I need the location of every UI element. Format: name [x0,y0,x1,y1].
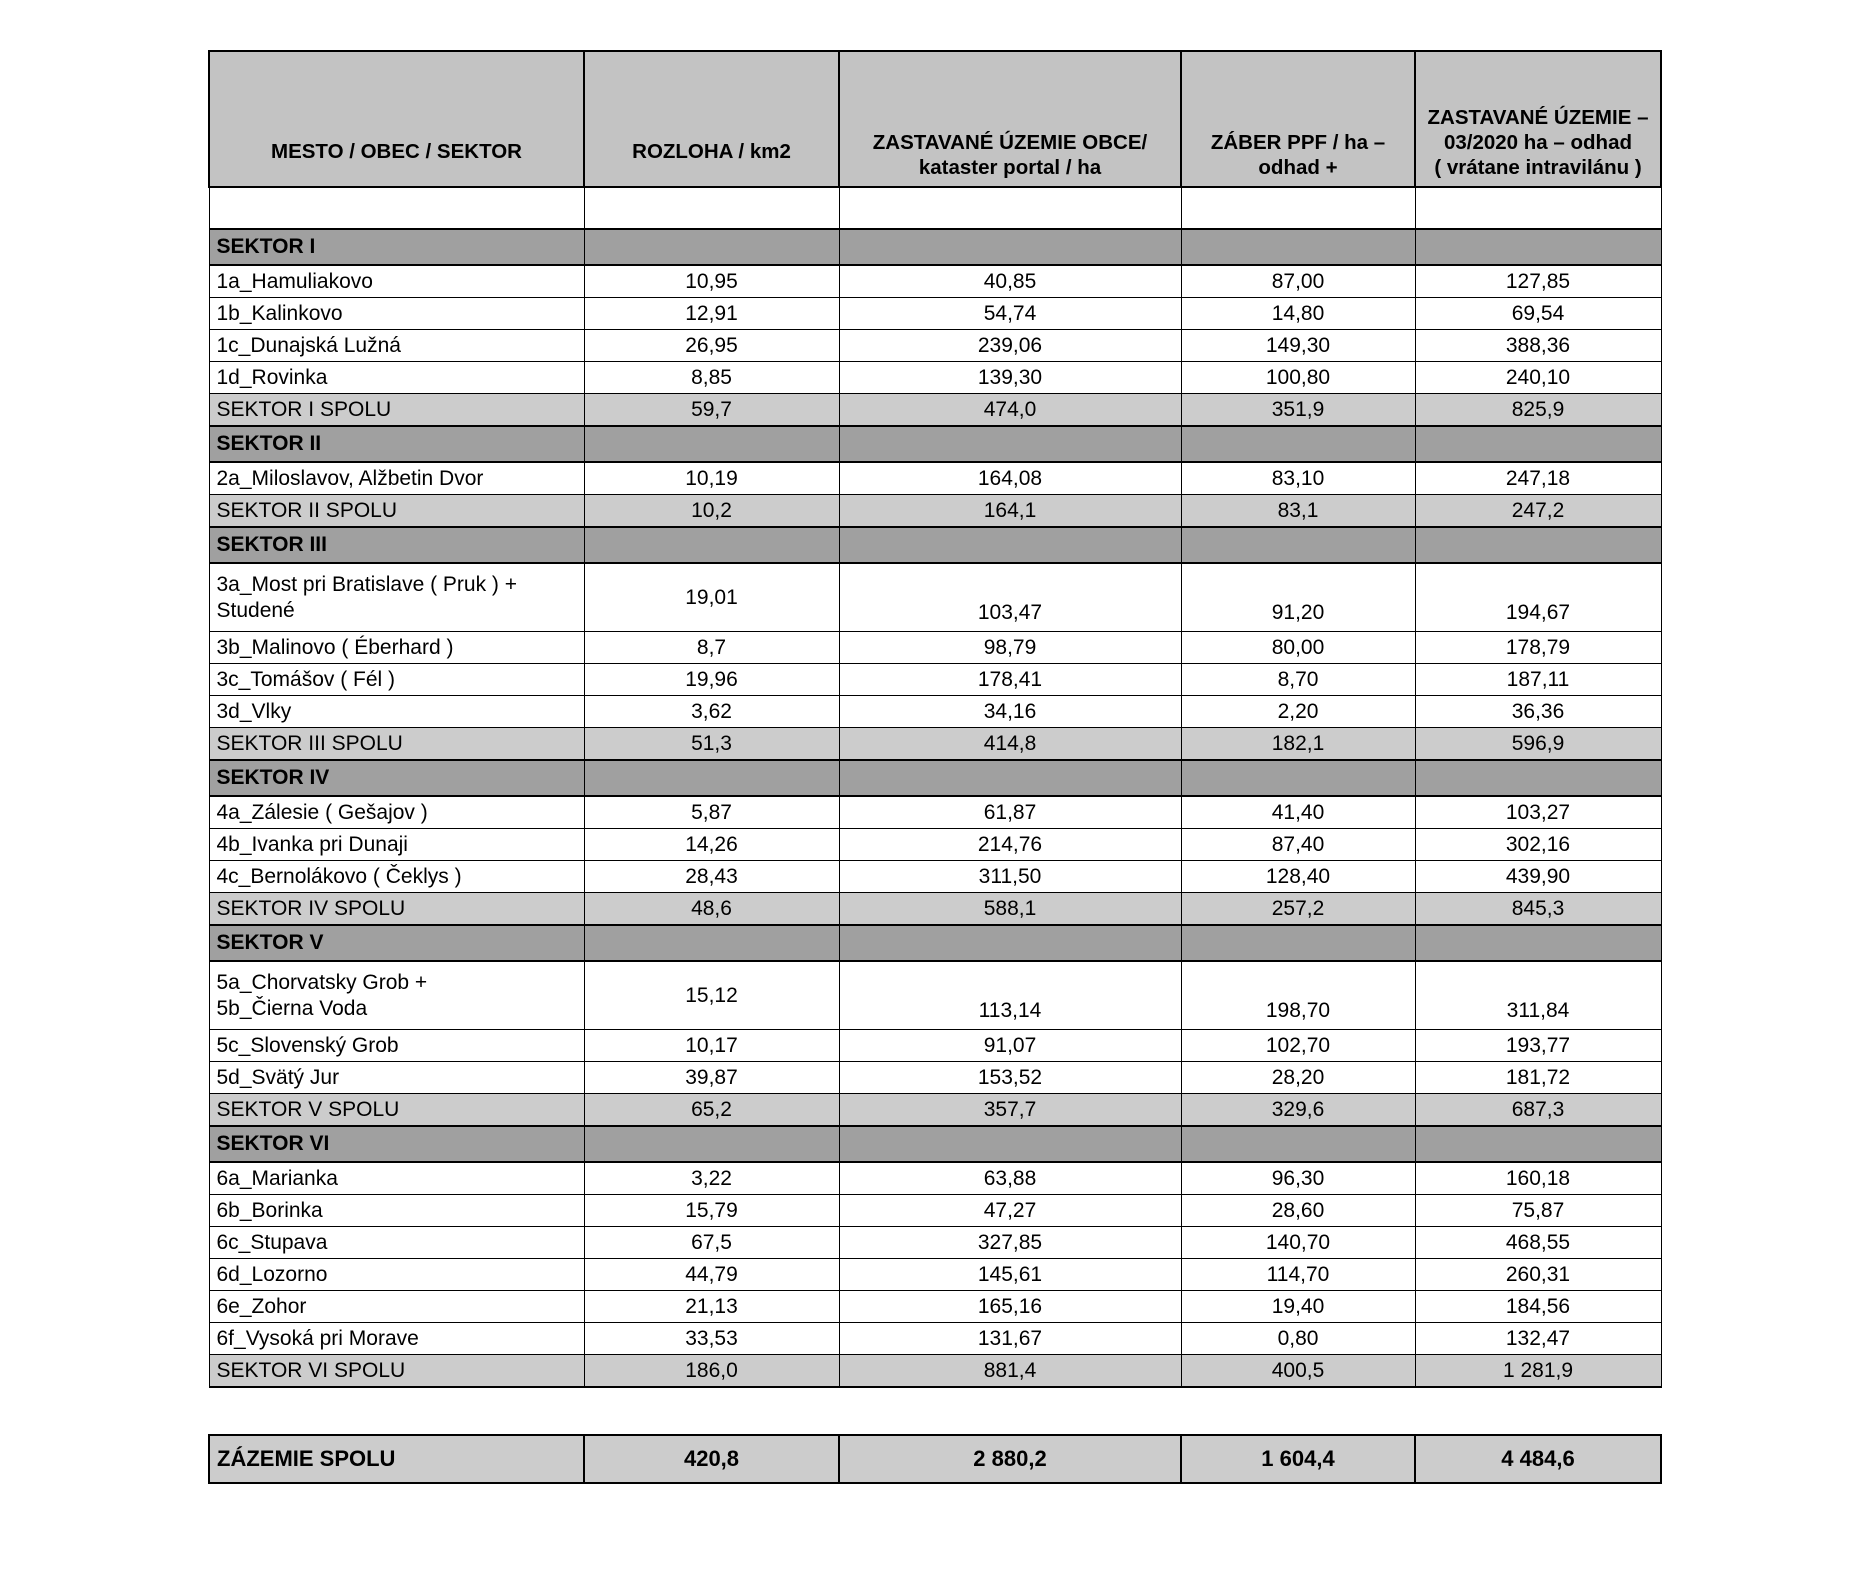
header-row [209,51,1661,187]
sector-subtotal-row [209,1094,1661,1127]
cell-rozloha: 3,22 [584,1162,839,1195]
cell-rozloha: 10,95 [584,265,839,298]
row-label: 4c_Bernolákovo ( Čeklys ) [209,861,584,893]
subtotal-zastavane: 357,7 [839,1094,1181,1127]
sector-band-empty-cell [1181,760,1415,796]
subtotal-zastavane: 588,1 [839,893,1181,926]
cell-uzemie-2020: 127,85 [1415,265,1661,298]
subtotal-zastavane: 474,0 [839,394,1181,427]
row-label: 1a_Hamuliakovo [209,265,584,298]
header-text-line2: 03/2020 ha – odhad [1443,131,1632,154]
cell-zastavane-uzemie: 327,85 [839,1227,1181,1259]
cell-rozloha: 8,7 [584,632,839,664]
sector-band-empty-cell [584,426,839,462]
cell-rozloha: 19,96 [584,664,839,696]
sector-band-empty-cell [584,925,839,961]
cell-uzemie-2020: 240,10 [1415,362,1661,394]
subtotal-zaber: 182,1 [1181,728,1415,761]
subtotal-uzemie2020: 687,3 [1415,1094,1661,1127]
grand-total-uzemie2020: 4 484,6 [1415,1435,1661,1483]
subtotal-uzemie2020: 1 281,9 [1415,1355,1661,1388]
row-label: 6d_Lozorno [209,1259,584,1291]
sector-band-empty-cell [584,760,839,796]
row-label: 3d_Vlky [209,696,584,728]
column-header-zastavane-uzemie-obce [839,51,1181,187]
cell-zaber-ppf: 41,40 [1181,796,1415,829]
sector-band-label: SEKTOR V [209,925,584,961]
sector-band-empty-cell [839,760,1181,796]
sector-band-row [209,925,1661,961]
sector-band-empty-cell [584,1126,839,1162]
table-row [209,1291,1661,1323]
subtotal-rozloha: 186,0 [584,1355,839,1388]
header-text-line2: kataster portal / ha [918,156,1102,179]
row-label: 1b_Kalinkovo [209,298,584,330]
table-row [209,362,1661,394]
sector-subtotal-row [209,728,1661,761]
cell-zaber-ppf: 28,20 [1181,1062,1415,1094]
table-row [209,961,1661,1030]
cell-zaber-ppf: 0,80 [1181,1323,1415,1355]
cell-zaber-ppf: 28,60 [1181,1195,1415,1227]
row-label-line2: Studené [216,598,295,622]
table-row [209,861,1661,893]
cell-zastavane-uzemie: 311,50 [839,861,1181,893]
sector-band-row [209,229,1661,265]
row-label: 4a_Zálesie ( Gešajov ) [209,796,584,829]
sector-band-empty-cell [584,229,839,265]
table-row [209,1195,1661,1227]
row-label-line1: 5a_Chorvatsky Grob + [216,970,428,994]
sector-band-empty-cell [1181,229,1415,265]
spacer-cell [1415,187,1661,229]
subtotal-zaber: 351,9 [1181,394,1415,427]
cell-zaber-ppf: 19,40 [1181,1291,1415,1323]
cell-rozloha: 12,91 [584,298,839,330]
subtotal-zaber: 257,2 [1181,893,1415,926]
table-row [209,1227,1661,1259]
subtotal-zaber: 329,6 [1181,1094,1415,1127]
cell-zaber-ppf: 8,70 [1181,664,1415,696]
table-row [209,1323,1661,1355]
cell-zastavane-uzemie: 63,88 [839,1162,1181,1195]
sector-band-empty-cell [1415,426,1661,462]
spacer-cell [839,187,1181,229]
row-label: 1c_Dunajská Lužná [209,330,584,362]
cell-uzemie-2020: 468,55 [1415,1227,1661,1259]
row-label: 6c_Stupava [209,1227,584,1259]
table-row [209,462,1661,495]
subtotal-label: SEKTOR II SPOLU [209,495,584,528]
sector-band-empty-cell [1181,527,1415,563]
table-row [209,632,1661,664]
grand-total-zastavane: 2 880,2 [839,1435,1181,1483]
table-row [209,1162,1661,1195]
sector-band-label: SEKTOR II [209,426,584,462]
header-text: MESTO / OBEC / SEKTOR [271,140,522,163]
sector-band-empty-cell [1415,760,1661,796]
cell-rozloha: 5,87 [584,796,839,829]
cell-rozloha: 15,79 [584,1195,839,1227]
cell-uzemie-2020: 311,84 [1415,961,1661,1030]
cell-rozloha: 21,13 [584,1291,839,1323]
sector-band-empty-cell [1181,925,1415,961]
cell-uzemie-2020: 103,27 [1415,796,1661,829]
table-row [209,1062,1661,1094]
cell-zastavane-uzemie: 165,16 [839,1291,1181,1323]
cell-uzemie-2020: 187,11 [1415,664,1661,696]
cell-rozloha: 26,95 [584,330,839,362]
cell-rozloha: 14,26 [584,829,839,861]
cell-zaber-ppf: 80,00 [1181,632,1415,664]
cell-zaber-ppf: 140,70 [1181,1227,1415,1259]
cell-uzemie-2020: 75,87 [1415,1195,1661,1227]
cell-rozloha: 10,19 [584,462,839,495]
column-header-zaber-ppf [1181,51,1415,187]
sector-band-empty-cell [1181,426,1415,462]
subtotal-zaber: 400,5 [1181,1355,1415,1388]
sector-band-empty-cell [1415,1126,1661,1162]
sector-subtotal-row [209,495,1661,528]
cell-zastavane-uzemie: 131,67 [839,1323,1181,1355]
sector-band-empty-cell [839,925,1181,961]
row-label [209,961,584,1030]
cell-zaber-ppf: 83,10 [1181,462,1415,495]
cell-zastavane-uzemie: 113,14 [839,961,1181,1030]
cell-zaber-ppf: 128,40 [1181,861,1415,893]
header-text-line1: ZASTAVANÉ ÚZEMIE OBCE/ [872,131,1148,154]
sector-subtotal-row [209,1355,1661,1388]
subtotal-rozloha: 48,6 [584,893,839,926]
row-label-line1: 3a_Most pri Bratislave ( Pruk ) + [216,572,518,596]
cell-zaber-ppf: 91,20 [1181,563,1415,632]
spacer-row [209,187,1661,229]
cell-uzemie-2020: 160,18 [1415,1162,1661,1195]
cell-zaber-ppf: 87,40 [1181,829,1415,861]
cell-zastavane-uzemie: 139,30 [839,362,1181,394]
spacer-cell [209,187,584,229]
subtotal-zaber: 83,1 [1181,495,1415,528]
subtotal-label: SEKTOR I SPOLU [209,394,584,427]
cell-zaber-ppf: 2,20 [1181,696,1415,728]
cell-uzemie-2020: 439,90 [1415,861,1661,893]
cell-uzemie-2020: 178,79 [1415,632,1661,664]
cell-uzemie-2020: 36,36 [1415,696,1661,728]
cell-rozloha: 28,43 [584,861,839,893]
row-label: 6f_Vysoká pri Morave [209,1323,584,1355]
cell-zastavane-uzemie: 103,47 [839,563,1181,632]
grand-total-zaber: 1 604,4 [1181,1435,1415,1483]
sector-band-label: SEKTOR I [209,229,584,265]
sector-band-empty-cell [584,527,839,563]
cell-zaber-ppf: 87,00 [1181,265,1415,298]
table-body [209,187,1661,1387]
sector-band-empty-cell [1415,229,1661,265]
row-label-line2: 5b_Čierna Voda [216,996,368,1020]
sector-band-row [209,1126,1661,1162]
sector-band-empty-cell [1415,527,1661,563]
row-label: 4b_Ivanka pri Dunaji [209,829,584,861]
cell-zastavane-uzemie: 164,08 [839,462,1181,495]
cell-uzemie-2020: 388,36 [1415,330,1661,362]
cell-rozloha: 8,85 [584,362,839,394]
grand-total-rozloha: 420,8 [584,1435,839,1483]
cell-uzemie-2020: 184,56 [1415,1291,1661,1323]
column-header-mesto-obec-sektor [209,51,584,187]
cell-zastavane-uzemie: 34,16 [839,696,1181,728]
cell-zastavane-uzemie: 98,79 [839,632,1181,664]
spacer-cell [584,187,839,229]
subtotal-zastavane: 881,4 [839,1355,1181,1388]
cell-rozloha: 15,12 [584,961,839,1030]
cell-zastavane-uzemie: 47,27 [839,1195,1181,1227]
cell-uzemie-2020: 181,72 [1415,1062,1661,1094]
header-text-line3: ( vrátane intravilánu ) [1434,156,1642,179]
subtotal-uzemie2020: 845,3 [1415,893,1661,926]
cell-uzemie-2020: 302,16 [1415,829,1661,861]
table-row [209,696,1661,728]
table-row [209,1259,1661,1291]
table-head [209,51,1661,187]
cell-zaber-ppf: 96,30 [1181,1162,1415,1195]
sector-band-empty-cell [1415,925,1661,961]
cell-zastavane-uzemie: 239,06 [839,330,1181,362]
header-text-line1: ZÁBER PPF / ha – [1210,131,1386,154]
cell-rozloha: 19,01 [584,563,839,632]
sector-band-empty-cell [1181,1126,1415,1162]
cell-zastavane-uzemie: 91,07 [839,1030,1181,1062]
row-label: 1d_Rovinka [209,362,584,394]
sector-band-row [209,760,1661,796]
table-row [209,298,1661,330]
sector-band-label: SEKTOR VI [209,1126,584,1162]
table-row [209,796,1661,829]
cell-zastavane-uzemie: 153,52 [839,1062,1181,1094]
row-label [209,563,584,632]
row-label: 5d_Svätý Jur [209,1062,584,1094]
sector-subtotal-row [209,893,1661,926]
subtotal-uzemie2020: 247,2 [1415,495,1661,528]
cell-uzemie-2020: 69,54 [1415,298,1661,330]
row-label: 6a_Marianka [209,1162,584,1195]
row-label: 5c_Slovenský Grob [209,1030,584,1062]
cell-uzemie-2020: 132,47 [1415,1323,1661,1355]
header-text: ROZLOHA / km2 [632,140,791,163]
sector-band-row [209,426,1661,462]
row-label: 6e_Zohor [209,1291,584,1323]
subtotal-zastavane: 414,8 [839,728,1181,761]
subtotal-label: SEKTOR III SPOLU [209,728,584,761]
subtotal-zastavane: 164,1 [839,495,1181,528]
sector-band-label: SEKTOR III [209,527,584,563]
cell-uzemie-2020: 194,67 [1415,563,1661,632]
cell-zastavane-uzemie: 40,85 [839,265,1181,298]
table-row [209,829,1661,861]
subtotal-label: SEKTOR VI SPOLU [209,1355,584,1388]
sector-band-empty-cell [839,1126,1181,1162]
subtotal-label: SEKTOR V SPOLU [209,1094,584,1127]
table-row [209,1030,1661,1062]
cell-zaber-ppf: 198,70 [1181,961,1415,1030]
subtotal-uzemie2020: 825,9 [1415,394,1661,427]
row-label: 2a_Miloslavov, Alžbetin Dvor [209,462,584,495]
grand-total-label: ZÁZEMIE SPOLU [209,1435,584,1483]
cell-zastavane-uzemie: 214,76 [839,829,1181,861]
cell-zaber-ppf: 14,80 [1181,298,1415,330]
table-row [209,563,1661,632]
column-header-rozloha [584,51,839,187]
cell-zastavane-uzemie: 61,87 [839,796,1181,829]
sector-subtotal-row [209,394,1661,427]
cell-zaber-ppf: 100,80 [1181,362,1415,394]
subtotal-rozloha: 65,2 [584,1094,839,1127]
row-label: 3c_Tomášov ( Fél ) [209,664,584,696]
sector-band-empty-cell [839,527,1181,563]
row-label: 6b_Borinka [209,1195,584,1227]
sector-area-table [208,50,1662,1388]
subtotal-label: SEKTOR IV SPOLU [209,893,584,926]
subtotal-uzemie2020: 596,9 [1415,728,1661,761]
table-row [209,664,1661,696]
table-row [209,330,1661,362]
sector-band-empty-cell [839,229,1181,265]
cell-zaber-ppf: 102,70 [1181,1030,1415,1062]
subtotal-rozloha: 10,2 [584,495,839,528]
cell-rozloha: 44,79 [584,1259,839,1291]
grand-total-row [209,1435,1661,1483]
cell-zaber-ppf: 149,30 [1181,330,1415,362]
cell-uzemie-2020: 193,77 [1415,1030,1661,1062]
header-text-line1: ZASTAVANÉ ÚZEMIE – [1427,106,1649,129]
table-row [209,265,1661,298]
cell-rozloha: 10,17 [584,1030,839,1062]
cell-zaber-ppf: 114,70 [1181,1259,1415,1291]
cell-zastavane-uzemie: 145,61 [839,1259,1181,1291]
grand-total-table [208,1434,1662,1484]
table-container [208,50,1660,1484]
subtotal-rozloha: 51,3 [584,728,839,761]
sector-band-empty-cell [839,426,1181,462]
cell-rozloha: 3,62 [584,696,839,728]
cell-zastavane-uzemie: 178,41 [839,664,1181,696]
column-header-zastavane-uzemie-2020 [1415,51,1661,187]
cell-rozloha: 67,5 [584,1227,839,1259]
header-text-line2: odhad + [1258,156,1338,179]
cell-rozloha: 33,53 [584,1323,839,1355]
sector-band-label: SEKTOR IV [209,760,584,796]
cell-uzemie-2020: 247,18 [1415,462,1661,495]
spacer-cell [1181,187,1415,229]
cell-zastavane-uzemie: 54,74 [839,298,1181,330]
cell-uzemie-2020: 260,31 [1415,1259,1661,1291]
row-label: 3b_Malinovo ( Éberhard ) [209,632,584,664]
sector-band-row [209,527,1661,563]
cell-rozloha: 39,87 [584,1062,839,1094]
subtotal-rozloha: 59,7 [584,394,839,427]
